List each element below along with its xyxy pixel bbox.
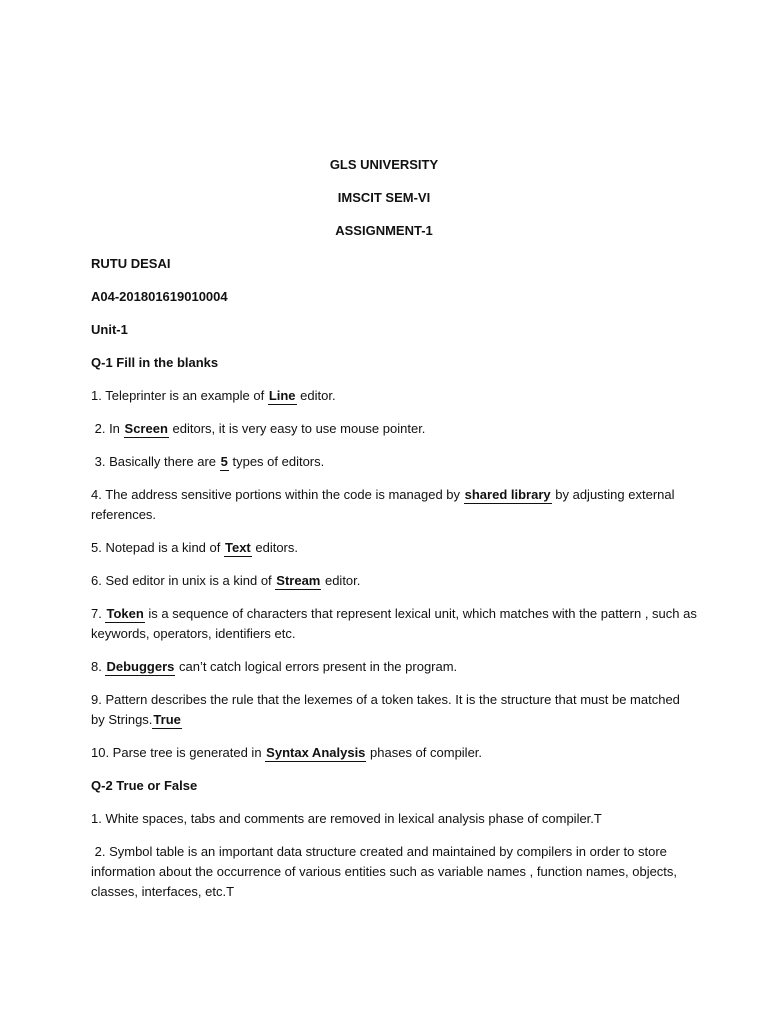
q1-item-9-text-cont: by Strings. [91, 712, 153, 727]
q2-item-1: 1. White spaces, tabs and comments are removed in lexical analysis phase of compiler.T [91, 811, 602, 826]
q1-item-3-text-after: types of editors. [228, 454, 325, 469]
q1-item-8-text-after: can’t catch logical errors present in the program. [175, 659, 458, 674]
q1-item-5-text: 5. Notepad is a kind of [91, 540, 224, 555]
q1-item-9-answer: True [153, 712, 181, 727]
q1-item-7-answer: Token [106, 606, 144, 621]
student-id: A04-201801619010004 [91, 289, 228, 304]
course-title: IMSCIT SEM-VI [337, 190, 431, 205]
q1-item-6 [91, 571, 691, 591]
q2-item-2-line-1: 2. Symbol table is an important data structure created and maintained by compilers in order to store [91, 844, 667, 859]
q1-item-9: 9. Pattern describes the rule that the lexemes of a token takes. It is the structure that must be matched [91, 692, 680, 707]
q1-item-2-answer: Screen [124, 421, 168, 436]
q2-item-2-line-3: classes, interfaces, etc.T [91, 884, 235, 899]
q1-item-4-text-after: by adjusting external [551, 487, 675, 502]
q1-item-7-cont: keywords, operators, identifiers etc. [91, 626, 296, 641]
q1-item-2-text-after: editors, it is very easy to use mouse pointer. [168, 421, 426, 436]
q1-item-5 [91, 538, 691, 558]
q1-item-4-cont: references. [91, 507, 157, 522]
q1-heading: Q-1 Fill in the blanks [91, 355, 219, 370]
q2-heading: Q-2 True or False [91, 778, 198, 793]
q1-item-4-answer: shared library [464, 487, 551, 502]
q1-item-3 [91, 452, 691, 472]
q1-item-6-text: 6. Sed editor in unix is a kind of [91, 573, 276, 588]
q1-item-4 [91, 485, 691, 505]
q1-item-7-text-after: is a sequence of characters that represent lexical unit, which matches with the pattern , such as [144, 606, 697, 621]
q2-item-2-line-2: information about the occurrence of various entities such as variable names , function names, objects, [91, 864, 678, 879]
q1-item-8-answer: Debuggers [106, 659, 175, 674]
unit-heading: Unit-1 [91, 322, 128, 337]
q1-item-5-answer: Text [224, 540, 251, 555]
student-name: RUTU DESAI [91, 256, 171, 271]
q1-item-2-text: 2. In [91, 421, 124, 436]
q1-item-7-text: 7. [91, 606, 106, 621]
q1-item-1 [91, 386, 691, 406]
q1-item-5-text-after: editors. [251, 540, 298, 555]
q1-item-6-answer: Stream [276, 573, 321, 588]
q1-item-4-text: 4. The address sensitive portions within the code is managed by [91, 487, 464, 502]
q1-item-10-answer: Syntax Analysis [266, 745, 366, 760]
q1-item-10-text-after: phases of compiler. [366, 745, 483, 760]
q1-item-8 [91, 657, 691, 677]
assignment-title: ASSIGNMENT-1 [335, 223, 433, 238]
university-title: GLS UNIVERSITY [329, 157, 439, 172]
q1-item-1-text: 1. Teleprinter is an example of [91, 388, 268, 403]
q1-item-2 [91, 419, 691, 439]
q1-item-9-cont [91, 710, 691, 730]
q1-item-8-text: 8. [91, 659, 106, 674]
q1-item-10-text: 10. Parse tree is generated in [91, 745, 266, 760]
q1-item-6-text-after: editor. [321, 573, 361, 588]
q1-item-3-answer: 5 [220, 454, 228, 469]
q1-item-1-answer: Line [268, 388, 296, 403]
q1-item-3-text: 3. Basically there are [91, 454, 220, 469]
q1-item-10 [91, 743, 691, 763]
q1-item-7 [91, 604, 697, 624]
q1-item-1-text-after: editor. [296, 388, 336, 403]
